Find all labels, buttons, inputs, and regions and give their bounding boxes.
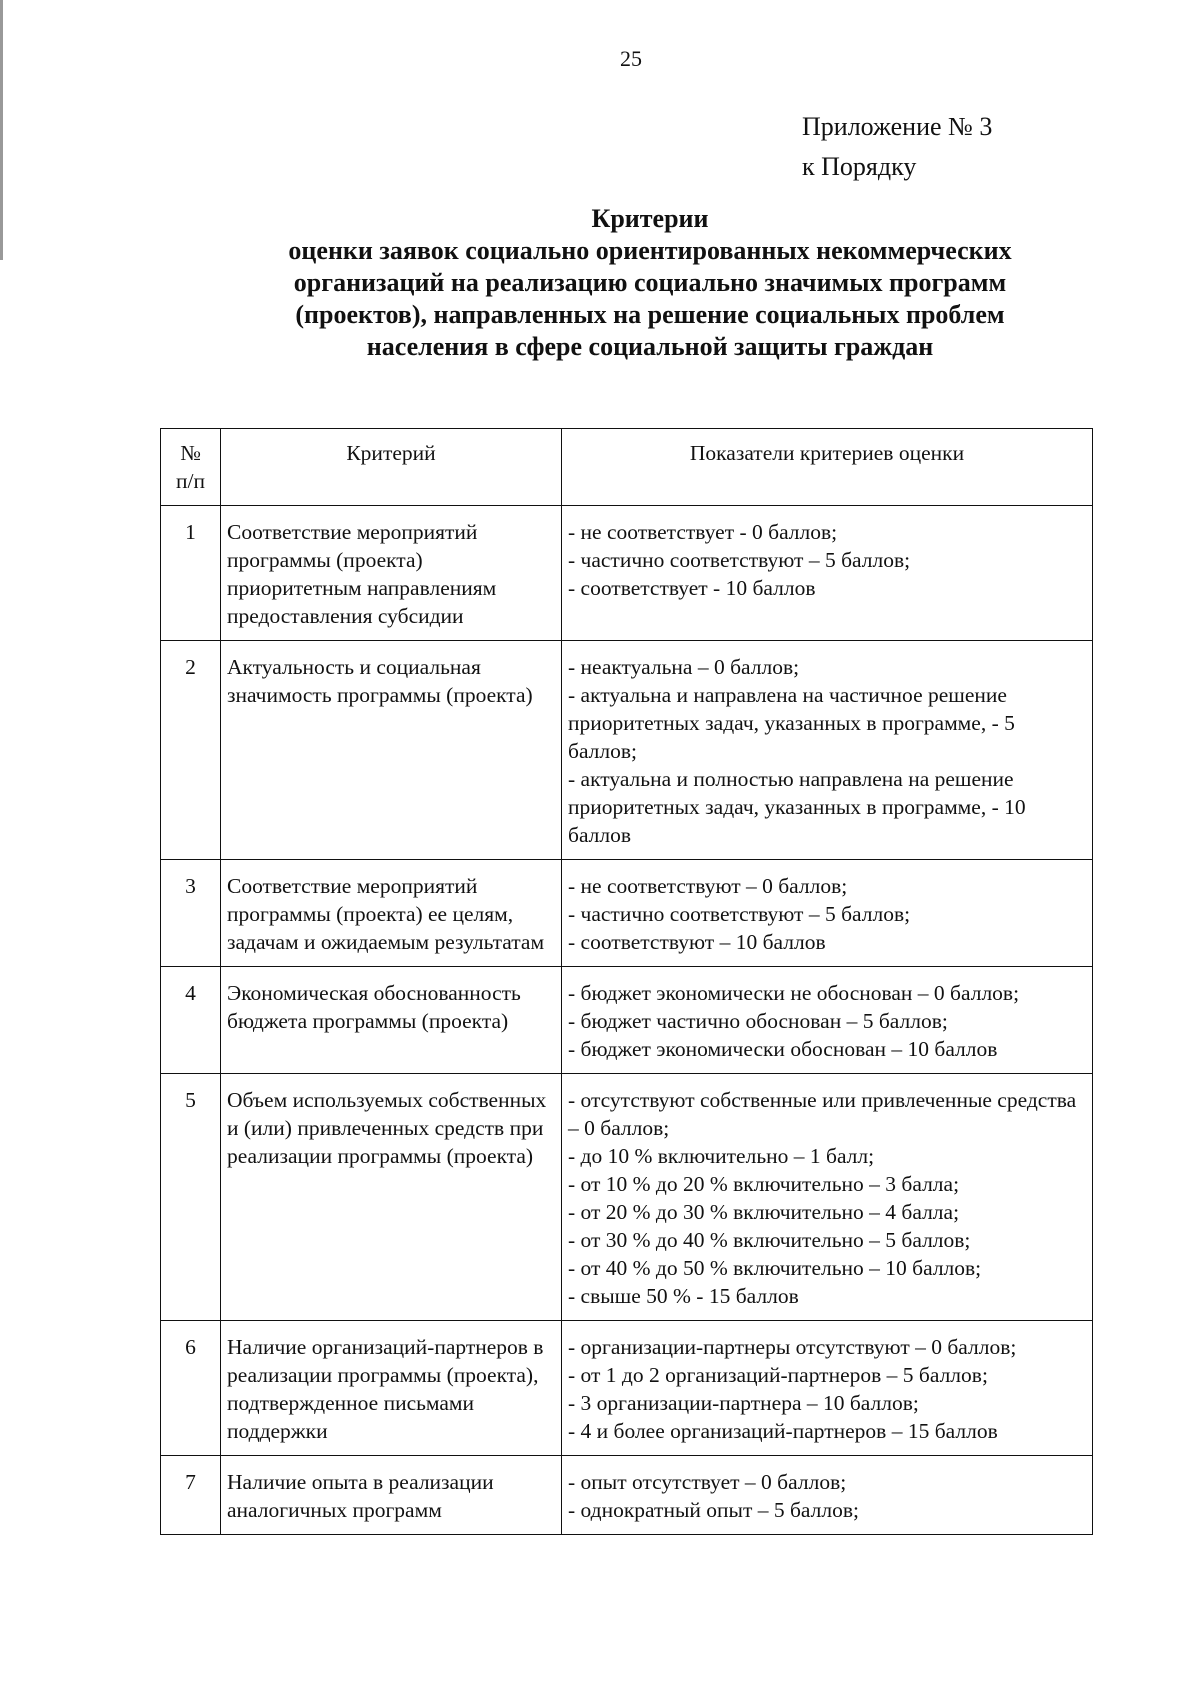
indicator-line: - не соответствуют – 0 баллов; — [568, 874, 848, 898]
header-criterion: Критерий — [221, 429, 562, 506]
appendix-reference — [802, 107, 992, 187]
title-line-5: населения в сфере социальной защиты граждан — [366, 332, 934, 361]
table-header-row — [161, 429, 1093, 506]
row-criterion: Соответствие мероприятий программы (проекта) приоритетным направлениям предоставления субсидии — [221, 506, 562, 641]
indicator-line: - бюджет экономически обоснован – 10 баллов — [568, 1037, 998, 1061]
row-indicators — [562, 506, 1093, 641]
indicator-line: - отсутствуют собственные или привлеченные средства – 0 баллов; — [568, 1088, 1077, 1140]
title-line-2: оценки заявок социально ориентированных некоммерческих — [288, 236, 1012, 265]
row-number: 4 — [161, 967, 221, 1074]
title-line-3: организаций на реализацию социально значимых программ — [293, 268, 1007, 297]
criteria-table — [160, 428, 1093, 1535]
indicator-line: - до 10 % включительно – 1 балл; — [568, 1144, 875, 1168]
indicator-line: - 4 и более организаций-партнеров – 15 баллов — [568, 1419, 998, 1443]
header-number-line-1: № — [180, 441, 201, 465]
indicator-line: - от 10 % до 20 % включительно – 3 балла; — [568, 1172, 960, 1196]
row-number: 1 — [161, 506, 221, 641]
table-row — [161, 641, 1093, 860]
table-row — [161, 506, 1093, 641]
indicator-line: - частично соответствуют – 5 баллов; — [568, 902, 911, 926]
row-criterion: Наличие организаций-партнеров в реализации программы (проекта), подтвержденное письмами поддержки — [221, 1321, 562, 1456]
row-indicators — [562, 1074, 1093, 1321]
indicator-line: - актуальна и полностью направлена на решение приоритетных задач, указанных в программе, - 10 баллов — [568, 767, 1026, 847]
table-row — [161, 1456, 1093, 1535]
title-line-4: (проектов), направленных на решение социальных проблем — [295, 300, 1005, 329]
row-number: 3 — [161, 860, 221, 967]
row-number: 6 — [161, 1321, 221, 1456]
appendix-line-2: к Порядку — [802, 152, 917, 181]
title-line-1: Критерии — [591, 204, 709, 233]
row-number: 7 — [161, 1456, 221, 1535]
table-row — [161, 860, 1093, 967]
indicator-line: - бюджет экономически не обоснован – 0 баллов; — [568, 981, 1020, 1005]
indicator-line: - от 30 % до 40 % включительно – 5 баллов; — [568, 1228, 971, 1252]
row-indicators — [562, 860, 1093, 967]
indicator-line: - организации-партнеры отсутствуют – 0 баллов; — [568, 1335, 1017, 1359]
table-row — [161, 1321, 1093, 1456]
indicator-line: - соответствует - 10 баллов — [568, 576, 816, 600]
table-body — [161, 506, 1093, 1535]
row-criterion: Актуальность и социальная значимость программы (проекта) — [221, 641, 562, 860]
indicator-line: - не соответствует - 0 баллов; — [568, 520, 838, 544]
row-number: 2 — [161, 641, 221, 860]
document-title — [130, 203, 1170, 363]
indicator-line: - опыт отсутствует – 0 баллов; — [568, 1470, 847, 1494]
row-criterion: Наличие опыта в реализации аналогичных программ — [221, 1456, 562, 1535]
row-criterion: Объем используемых собственных и (или) привлеченных средств при реализации программы (проекта) — [221, 1074, 562, 1321]
appendix-line-1: Приложение № 3 — [802, 112, 993, 141]
header-number-line-2: п/п — [176, 469, 205, 493]
row-indicators — [562, 1321, 1093, 1456]
row-indicators — [562, 967, 1093, 1074]
row-criterion: Соответствие мероприятий программы (проекта) ее целям, задачам и ожидаемым результатам — [221, 860, 562, 967]
indicator-line: - 3 организации-партнера – 10 баллов; — [568, 1391, 919, 1415]
table-row — [161, 1074, 1093, 1321]
indicator-line: - частично соответствуют – 5 баллов; — [568, 548, 911, 572]
table-row — [161, 967, 1093, 1074]
header-number — [161, 429, 221, 506]
indicator-line: - актуальна и направлена на частичное решение приоритетных задач, указанных в программе, - 5 баллов; — [568, 683, 1015, 763]
page-number: 25 — [620, 46, 642, 71]
indicator-line: - от 40 % до 50 % включительно – 10 баллов; — [568, 1256, 982, 1280]
indicator-line: - свыше 50 % - 15 баллов — [568, 1284, 799, 1308]
row-indicators — [562, 641, 1093, 860]
row-number: 5 — [161, 1074, 221, 1321]
header-indicators: Показатели критериев оценки — [562, 429, 1093, 506]
row-indicators — [562, 1456, 1093, 1535]
indicator-line: - неактуальна – 0 баллов; — [568, 655, 800, 679]
indicator-line: - бюджет частично обоснован – 5 баллов; — [568, 1009, 948, 1033]
indicator-line: - от 20 % до 30 % включительно – 4 балла; — [568, 1200, 960, 1224]
scan-edge-mark — [0, 0, 3, 260]
indicator-line: - соответствуют – 10 баллов — [568, 930, 826, 954]
indicator-line: - однократный опыт – 5 баллов; — [568, 1498, 859, 1522]
row-criterion: Экономическая обоснованность бюджета программы (проекта) — [221, 967, 562, 1074]
indicator-line: - от 1 до 2 организаций-партнеров – 5 баллов; — [568, 1363, 988, 1387]
